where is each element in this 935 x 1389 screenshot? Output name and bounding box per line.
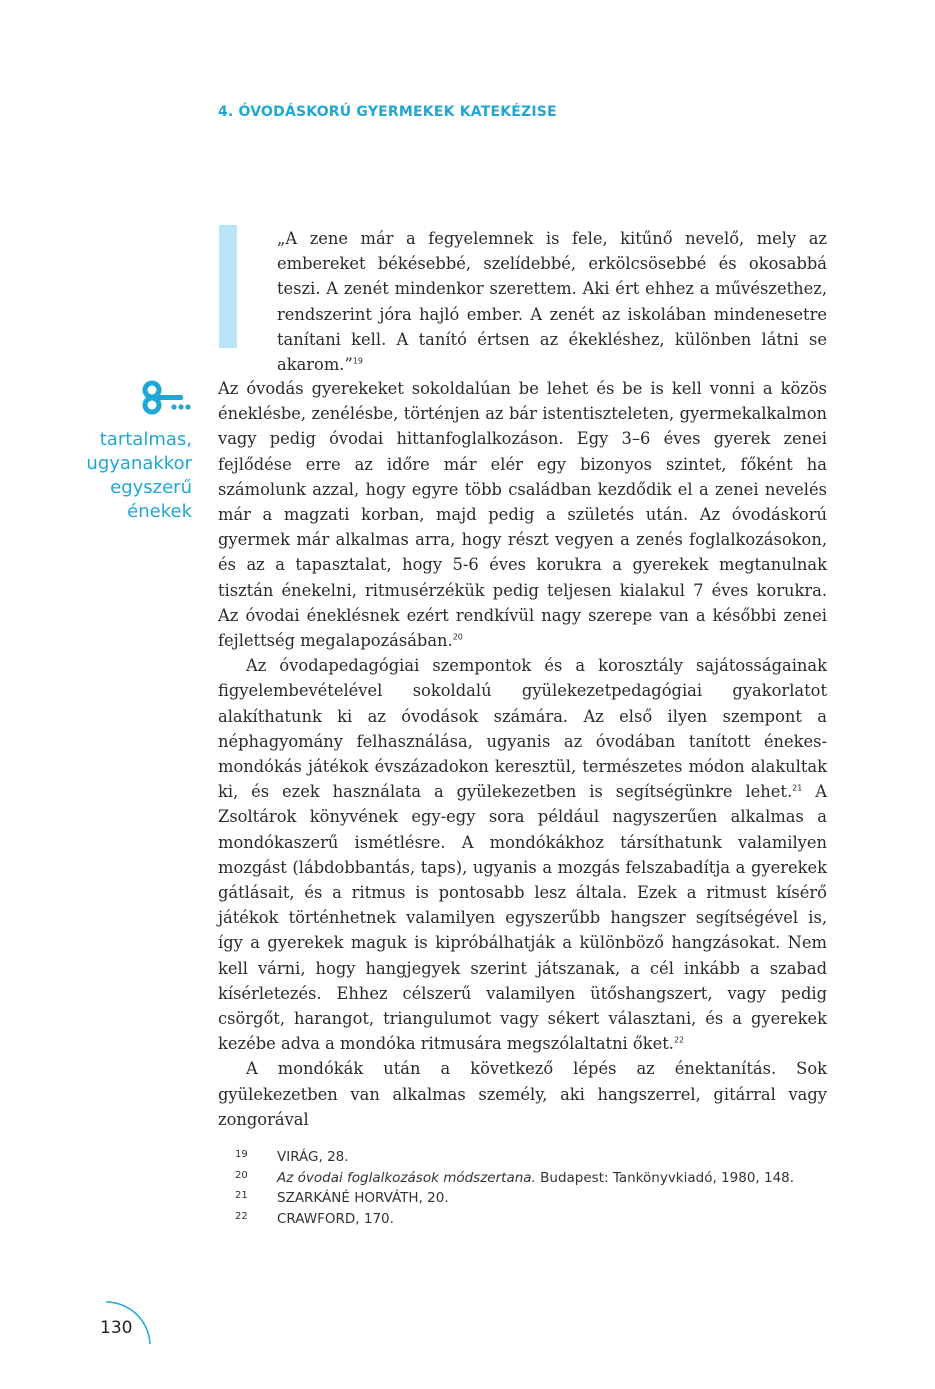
- footnote-number: 19: [235, 1149, 248, 1160]
- footnote-text: Az óvodai foglalkozások módszertana. Budapest: Tankönyvkiadó, 1980, 148.: [277, 1169, 795, 1186]
- footnote: [235, 1149, 835, 1170]
- footnote: [235, 1190, 835, 1211]
- margin-note-line: ugyanakkor: [86, 453, 192, 474]
- key-icon: [140, 380, 192, 416]
- footnote-text: VIRÁG, 28.: [277, 1149, 349, 1165]
- margin-note-line: tartalmas,: [99, 429, 192, 450]
- footnote: [235, 1211, 835, 1232]
- page-number: 130: [100, 1318, 133, 1338]
- footnote: [235, 1170, 835, 1191]
- footnote-ref[interactable]: 20: [452, 632, 463, 642]
- paragraph: Az óvodás gyerekeket sokoldalúan be lehet és be is kell vonni a közös éneklésbe, zenélésbe, történjen az bár istentiszteleten, gyermekalkalmon vagy pedig óvodai hittanfoglalkozáson. Egy 3–6 éves gyerek zenei fejlődése erre az időre már elér egy bizonyos szintet, főként ha számolunk azzal, hogy egyre több családban kezdődik el a zenei nevelés már a magzati korban, majd pedig a születés után. Az óvodáskorú gyermek már alkalmas arra, hogy részt vegyen a zenés foglalkozásokon, és az a tapasztalat, hogy 5-6 éves korukra a gyerekek megtanulnak tisztán énekelni, ritmusérzékük pedig teljesen kialakul 7 éves korukra. Az óvodai éneklésnek ezért rendkívül nagy szerepe van a későbbi zenei fejlettség megalapozásában.$^{20}$: [218, 379, 827, 651]
- body-text: [218, 376, 827, 1132]
- quote-text: „A zene már a fegyelemnek is fele, kitűnő nevelő, mely az embereket békésebbé, szelídebbé, erkölcsösebbé és okosabbá teszi. A zenét mindenkor szerettem. Aki ért ehhez a művészethez, rendszerint jóra hajló ember. A zenét az iskolában mindenesetre tanítani kell. A tanító értsen az ékekléshez, különben látni se akarom.”: [277, 229, 827, 375]
- paragraph: A mondókák után a következő lépés az énektanítás. Sok gyülekezetben van alkalmas személy, aki hangszerrel, gitárral vagy zongorával: [218, 1059, 827, 1129]
- footnotes: [235, 1149, 835, 1231]
- block-quote: [277, 226, 827, 377]
- footnote-ref[interactable]: 19: [352, 356, 363, 366]
- paragraph: Az óvodapedagógiai szempontok és a korosztály sajátosságainak figyelembevételével sokoldalú gyülekezetpedagógiai gyakorlatot alakíthatunk ki az óvodások számára. Az első ilyen szempont a néphagyomány felhasználása, ugyanis az óvodában tanított énekes-mondókás játékok évszázadokon keresztül, természetes módon alakultak ki, és ezek használata a gyülekezetben is segítségünkre lehet.$^{21}$ A Zsoltárok könyvének egy-egy sora például nagyszerűen alkalmas a mondókaszerű ismétlésre. A mondókákhoz társíthatunk valamilyen mozgást (lábdobbantás, taps), ugyanis a mozgás felszabadítja a gyerekek gátlásait, és a ritmus is pontosabb lesz általa. Ezek a ritmust kísérő játékok történhetnek valamilyen egyszerűbb hangszer segítségével is, így a gyerekek maguk is kipróbálhatják a különböző hangzásokat. Nem kell várni, hogy hangjegyek szerint játszanak, a cél inkább a szabad kísérletezés. Ehhez célszerű valamilyen ütőshangszert, vagy pedig csörgőt, harangot, triangulumot vagy sékert választani, és a gyerekek kezébe adva a mondóka ritmusára megszólaltatni őket.$^{22}$: [218, 656, 827, 1054]
- footnote-text: CRAWFORD, 170.: [277, 1210, 394, 1227]
- chapter-header: 4. ÓVODÁSKORÚ GYERMEKEK KATEKÉZISE: [218, 104, 557, 120]
- margin-note: [60, 428, 192, 524]
- margin-note-line: énekek: [127, 501, 192, 522]
- footnote-text: SZARKÁNÉ HORVÁTH, 20.: [277, 1190, 449, 1206]
- footnote-number: 21: [235, 1190, 248, 1201]
- footnote-number: 22: [235, 1210, 248, 1222]
- footnote-number: 20: [235, 1169, 248, 1181]
- quote-bar: [219, 225, 237, 348]
- footnote-ref[interactable]: 22: [673, 1035, 685, 1045]
- margin-note-line: egyszerű: [110, 477, 192, 498]
- footnote-ref[interactable]: 21: [792, 783, 803, 793]
